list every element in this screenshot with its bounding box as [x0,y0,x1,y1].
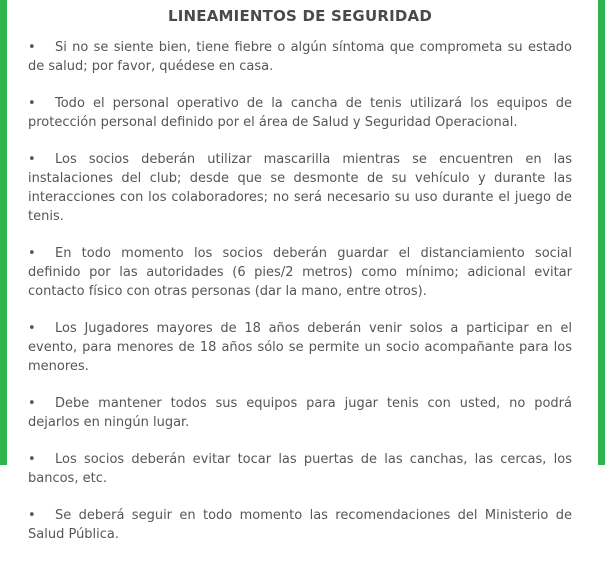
list-item-text: Todo el personal operativo de la cancha de tenis utilizará los equipos de protección personal definido por el área de Salud y Seguridad Operacional. [28,96,572,130]
list-item [28,506,572,544]
bullet-icon: • [28,321,36,336]
list-item [28,94,572,132]
list-item-text: Los socios deberán evitar tocar las puertas de las canchas, las cercas, los bancos, etc. [28,452,572,486]
bullet-icon: • [28,508,36,523]
list-item [28,319,572,376]
list-item [28,450,572,488]
right-green-border [598,0,605,465]
bullet-icon: • [28,152,36,167]
list-item [28,244,572,301]
list-item [28,150,572,226]
list-item-text: En todo momento los socios deberán guardar el distanciamiento social definido por las autoridades (6 pies/2 metros) como mínimo; adicional evitar contacto físico con otras personas (dar la mano, entre otros). [28,246,572,299]
list-item-text: Se deberá seguir en todo momento las recomendaciones del Ministerio de Salud Pública. [28,508,572,542]
bullet-icon: • [28,452,36,467]
bullet-icon: • [28,246,36,261]
list-item-text: Los Jugadores mayores de 18 años deberán venir solos a participar en el evento, para menores de 18 años sólo se permite un socio acompañante para los menores. [28,321,572,374]
list-item-text: Debe mantener todos sus equipos para jugar tenis con usted, no podrá dejarlos en ningún lugar. [28,396,572,430]
list-item [28,394,572,432]
bullet-icon: • [28,40,36,55]
bullet-icon: • [28,96,36,111]
bullet-icon: • [28,396,36,411]
page-title: LINEAMIENTOS DE SEGURIDAD [168,7,432,25]
document-content [28,6,572,562]
left-green-border [0,0,7,465]
list-item [28,38,572,76]
list-item-text: Los socios deberán utilizar mascarilla mientras se encuentren en las instalaciones del club; desde que se desmonte de su vehículo y durante las interacciones con los colaboradores; no será necesario su uso durante el juego de tenis. [28,152,572,224]
list-item-text: Si no se siente bien, tiene fiebre o algún síntoma que comprometa su estado de salud; por favor, quédese en casa. [28,40,572,74]
